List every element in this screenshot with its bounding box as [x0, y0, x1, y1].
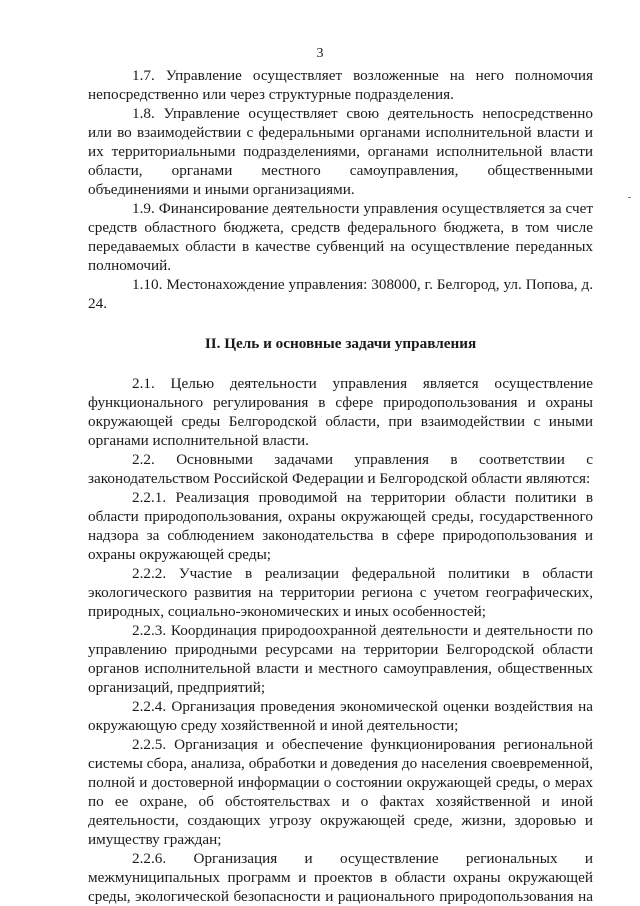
paragraph-1-9: 1.9. Финансирование деятельности управления осуществляется за счет средств областного бюджета, средств федерального бюджета, в том числе передаваемых области в качестве субвенций на осуществление переданных полномочий.	[88, 200, 593, 274]
paragraph-2-2-2: 2.2.2. Участие в реализации федеральной политики в области экологического развития на территории региона с учетом географических, природных, социально-экономических и иных особенностей;	[88, 565, 593, 620]
paragraph-2-2: 2.2. Основными задачами управления в соответствии с законодательством Российской Федерации и Белгородской области являются:	[88, 451, 593, 487]
paragraph-1-10: 1.10. Местонахождение управления: 308000, г. Белгород, ул. Попова, д. 24.	[88, 276, 593, 312]
page-number: 3	[316, 46, 324, 61]
paragraph-2-2-5: 2.2.5. Организация и обеспечение функционирования региональной системы сбора, анализа, обработки и доведения до населения своевременной, полной и достоверной информации о состоянии окружающей среды, о мерах по ее охране, об обстоятельствах и о фактах хозяйственной и иной деятельности, создающих угрозу окружающей среде, жизни, здоровью и имуществу граждан;	[88, 736, 593, 848]
section-heading: II. Цель и основные задачи управления	[204, 335, 477, 352]
paragraph-2-1: 2.1. Целью деятельности управления является осуществление функционального регулирования в сфере природопользования и охраны окружающей среды Белгородской области, при взаимодействии с иными органами исполнительной власти.	[88, 375, 593, 449]
scan-margin-mark	[628, 197, 631, 198]
paragraph-1-7: 1.7. Управление осуществляет возложенные на него полномочия непосредственно или через структурные подразделения.	[88, 67, 593, 103]
paragraph-2-2-1: 2.2.1. Реализация проводимой на территории области политики в области природопользования, охраны окружающей среды, государственного надзора за соблюдением законодательства в сфере природопользования и охраны окружающей среды;	[88, 489, 593, 563]
paragraph-2-2-4: 2.2.4. Организация проведения экономической оценки воздействия на окружающую среду хозяйственной и иной деятельности;	[88, 698, 593, 734]
paragraph-2-2-3: 2.2.3. Координация природоохранной деятельности и деятельности по управлению природными ресурсами на территории Белгородской области органов исполнительной власти и местного самоуправления, общественных организаций, предприятий;	[88, 622, 593, 696]
paragraph-2-2-6: 2.2.6. Организация и осуществление региональных и межмуниципальных программ и проектов в области охраны окружающей среды, экологической безопасности и рационального природопользования на	[88, 850, 593, 905]
document-body	[88, 66, 593, 906]
paragraph-1-8: 1.8. Управление осуществляет свою деятельность непосредственно или во взаимодействии с федеральными органами исполнительной власти и их территориальными подразделениями, органами исполнительной власти области, органами местного самоуправления, общественными объединениями и иными организациями.	[88, 105, 593, 198]
